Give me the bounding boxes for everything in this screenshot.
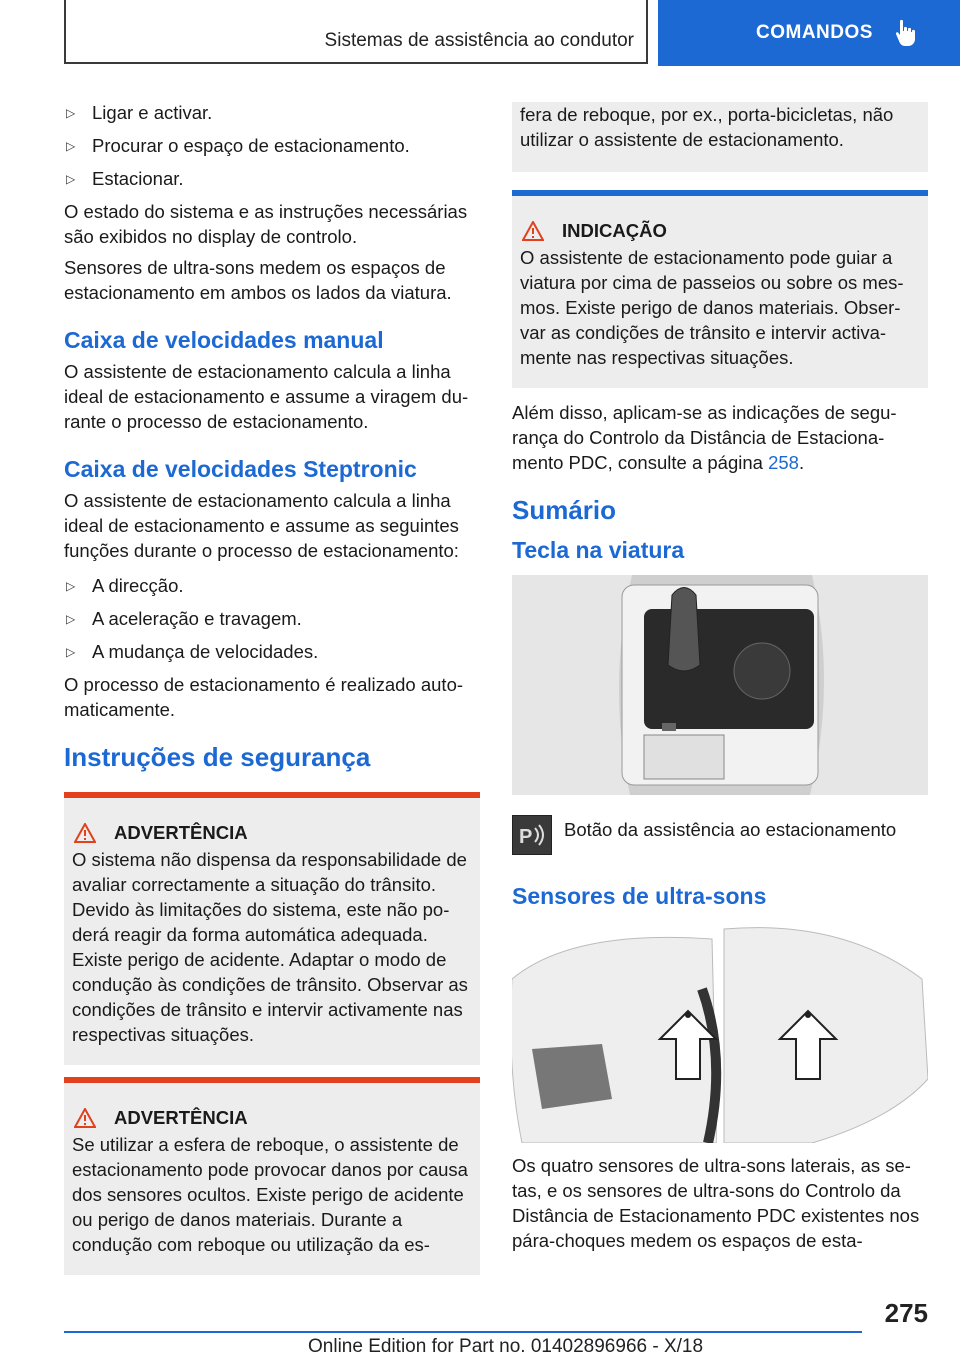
park-assist-button-icon — [512, 815, 552, 855]
page-number: 275 — [884, 1298, 928, 1328]
triangle-bullet-icon: ▷ — [66, 645, 76, 659]
pointing-hand-icon — [895, 19, 919, 47]
list-item: ▷ Estacionar. — [64, 166, 480, 192]
list-item: ▷ A direcção. — [64, 573, 480, 599]
center-console-photo — [512, 575, 928, 795]
note-title: INDICAÇÃO — [520, 218, 916, 243]
paragraph: O estado do sistema e as instruções necessárias são exibidos no display de controlo. — [64, 201, 468, 247]
note-text: O assistente de estacionamento pode guiar a viatura por cima de passeios ou sobre os mes-mos. Existe perigo de danos materiais. Obser-var as condições de trânsito e intervir activa-mente nas respectivas situações. — [520, 247, 904, 368]
header-chapter-tab — [658, 0, 960, 66]
list-item: ▷ Procurar o espaço de estacionamento. — [64, 133, 480, 159]
warning-title: ADVERTÊNCIA — [72, 1105, 468, 1130]
warning-text: O sistema não dispensa da responsabilidade de avaliar correctamente a situação do trânsito. Devido às limitações do sistema, este não po-derá reagir da forma automática adequada. Existe perigo de acidente. Adaptar o modo de condução às condições de trânsito. Observar as condições de trânsito e intervir activamente nas respectivas situações. — [72, 849, 468, 1045]
ultrasonic-sensors-photo — [512, 919, 928, 1143]
heading-sensors: Sensores de ultra-sons — [512, 883, 767, 909]
warning-triangle-icon — [74, 1108, 96, 1128]
list-item: ▷ Ligar e activar. — [64, 100, 480, 126]
note-box — [512, 190, 928, 388]
warning-box — [64, 1077, 480, 1275]
warning-box-continued — [512, 102, 928, 172]
triangle-bullet-icon: ▷ — [66, 106, 76, 120]
page-link[interactable]: 258 — [768, 452, 799, 473]
heading-safety: Instruções de segurança — [64, 742, 371, 772]
paragraph: O assistente de estacionamento calcula a linha ideal de estacionamento e assume as seguintes funções durante o processo de estacionamento: — [64, 490, 459, 561]
chapter-title: COMANDOS — [756, 22, 873, 43]
triangle-bullet-icon: ▷ — [66, 172, 76, 186]
paragraph: O processo de estacionamento é realizado auto-maticamente. — [64, 674, 464, 720]
heading-manual: Caixa de velocidades manual — [64, 327, 384, 353]
header-section-box — [64, 0, 648, 64]
paragraph: Sensores de ultra-sons medem os espaços de estacionamento em ambos os lados da viatura. — [64, 257, 452, 303]
heading-key: Tecla na viatura — [512, 537, 685, 563]
svg-text:P: P — [519, 826, 533, 848]
warning-box — [64, 792, 480, 1065]
warning-title: ADVERTÊNCIA — [72, 820, 468, 845]
paragraph: O assistente de estacionamento calcula a linha ideal de estacionamento e assume a viragem du-rante o processo de estacionamento. — [64, 361, 469, 432]
right-column — [512, 104, 928, 1259]
warning-triangle-icon — [522, 221, 544, 241]
triangle-bullet-icon: ▷ — [66, 139, 76, 153]
heading-steptronic: Caixa de velocidades Steptronic — [64, 456, 417, 482]
warning-triangle-icon — [74, 823, 96, 843]
paragraph-sensors: Os quatro sensores de ultra-sons laterais, as se-tas, e os sensores de ultra-sons do Controlo da Distância de Estacionamento PDC existentes nos pára-choques medem os espaços de esta- — [512, 1155, 920, 1251]
warning-text: fera de reboque, por ex., porta-bicicletas, não utilizar o assistente de estacionamento. — [520, 104, 894, 150]
list-item: ▷ A mudança de velocidades. — [64, 639, 480, 665]
paragraph-pdc: Além disso, aplicam-se as indicações de segu-rança do Controlo da Distância de Estaciona-mento PDC, consulte a página 258. — [512, 402, 897, 473]
footer-edition: Online Edition for Part no. 01402896966 - X/18 — [308, 1336, 704, 1357]
list-item: ▷ A aceleração e travagem. — [64, 606, 480, 632]
key-caption-row — [512, 815, 928, 855]
heading-summary: Sumário — [512, 495, 617, 525]
left-column — [64, 100, 480, 1287]
footer-divider — [64, 1331, 862, 1333]
warning-text: Se utilizar a esfera de reboque, o assistente de estacionamento pode provocar danos por causa dos sensores ocultos. Existe perigo de acidente ou perigo de danos materiais. Durante a condução com reboque ou utilização da es- — [72, 1134, 468, 1255]
key-caption: Botão da assistência ao estacionamento — [564, 819, 897, 840]
section-title: Sistemas de assistência ao condutor — [324, 30, 634, 51]
triangle-bullet-icon: ▷ — [66, 579, 76, 593]
triangle-bullet-icon: ▷ — [66, 612, 76, 626]
